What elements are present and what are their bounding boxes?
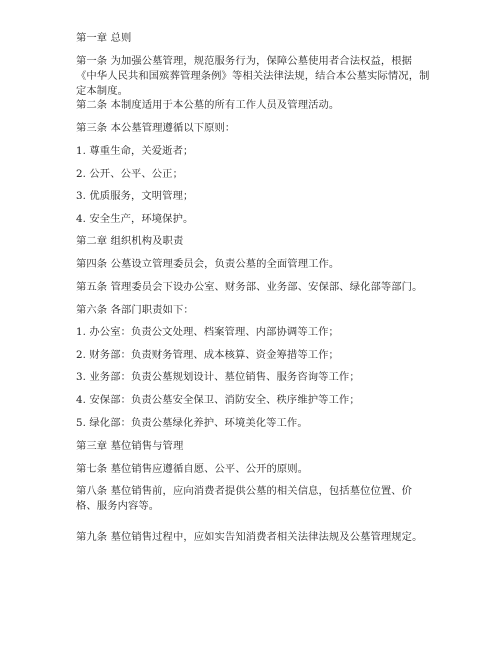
list-item: 5. 绿化部：负责公墓绿化养护、环境美化等工作。 [76, 417, 308, 429]
article-1: 第一条 为加强公墓管理，规范服务行为，保障公墓使用者合法权益，根据《中华人民共和国殡葬管理条例》等相关法律法规，结合本公墓实际情况，制定本制度。 [76, 55, 430, 97]
chapter-2-heading: 第二章 组织机构及职责 [76, 235, 184, 247]
list-item: 1. 办公室：负责公文处理、档案管理、内部协调等工作； [76, 326, 339, 338]
article-3: 第三条 本公墓管理遵循以下原则： [76, 122, 236, 134]
list-item: 4. 安全生产，环境保护。 [76, 213, 194, 225]
article-6: 第六条 各部门职责如下： [76, 304, 194, 316]
list-item: 3. 业务部：负责公墓规划设计、墓位销售、服务咨询等工作； [76, 371, 360, 383]
list-item: 2. 财务部：负责财务管理、成本核算、资金筹措等工作； [76, 349, 339, 361]
article-8: 第八条 墓位销售前，应向消费者提供公墓的相关信息，包括墓位位置、价格、服务内容等。 [76, 485, 413, 512]
article-4: 第四条 公墓设立管理委员会，负责公墓的全面管理工作。 [76, 258, 340, 270]
article-7: 第七条 墓位销售应遵循自愿、公平、公开的原则。 [76, 463, 309, 475]
list-item: 2. 公开、公平、公正； [76, 168, 183, 180]
list-item: 1. 尊重生命，关爱逝者； [76, 145, 194, 157]
chapter-3-heading: 第三章 墓位销售与管理 [76, 440, 184, 452]
chapter-1-heading: 第一章 总则 [76, 32, 132, 44]
article-9: 第九条 墓位销售过程中，应如实告知消费者相关法律法规及公墓管理规定。 [76, 531, 423, 543]
list-item: 4. 安保部：负责公墓安全保卫、消防安全、秩序维护等工作； [76, 394, 360, 406]
article-2: 第二条 本制度适用于本公墓的所有工作人员及管理活动。 [76, 99, 340, 111]
article-5: 第五条 管理委员会下设办公室、财务部、业务部、安保部、绿化部等部门。 [76, 281, 423, 293]
list-item: 3. 优质服务，文明管理； [76, 190, 194, 202]
